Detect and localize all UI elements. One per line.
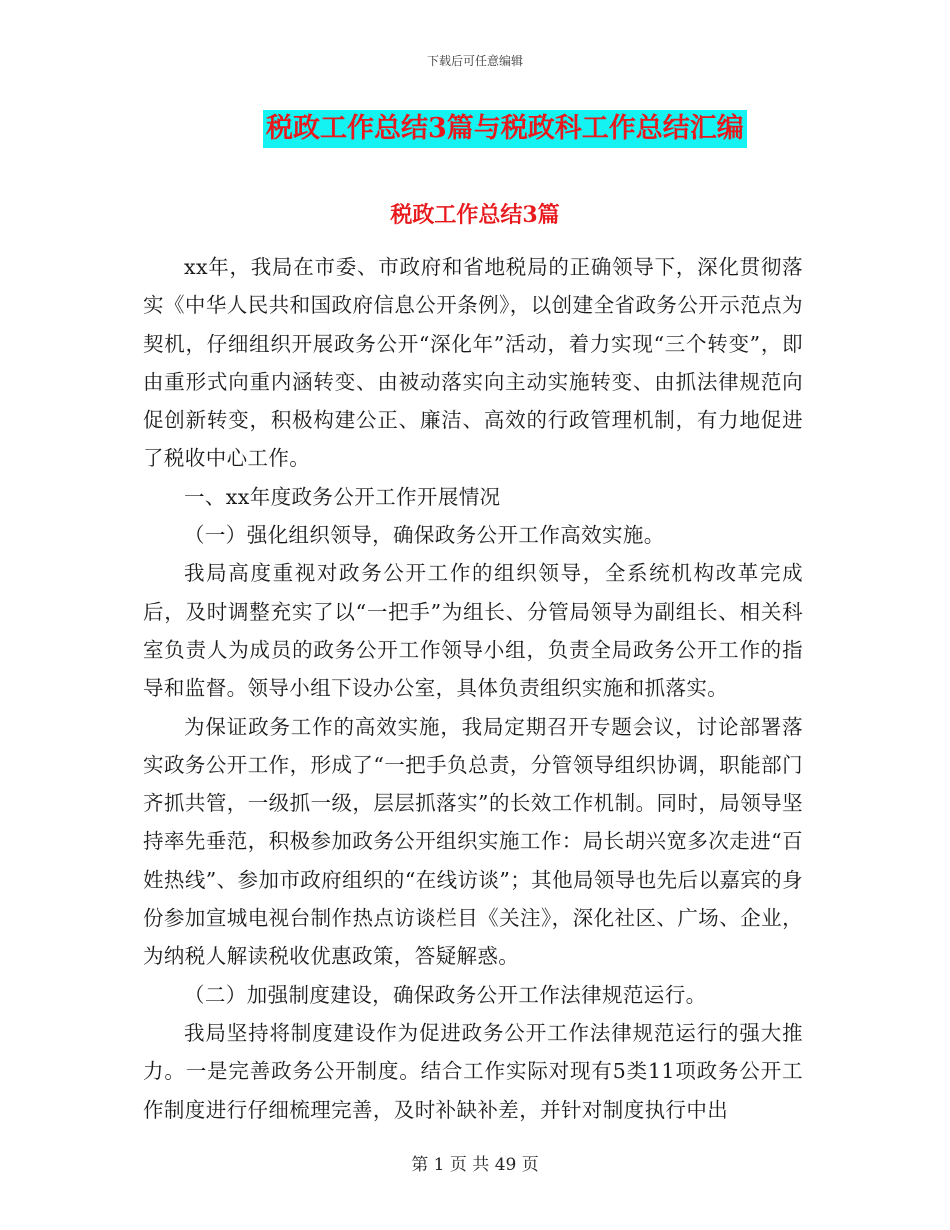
heading-section-1: 一、xx年度政务公开工作开展情况 <box>184 484 501 509</box>
paragraph-intro: xx年，我局在市委、市政府和省地税局的正确领导下，深化贯彻落实《中华人民共和国政府信息公开条例》，以创建全省政务公开示范点为契机，仔细组织开展政务公开“深化年”活动，着力实现“三个转变”，即由重形式向重内涵转变、由被动落实向主动实施转变、由抓法律规范向促创新转变，积极构建公正、廉洁、高效的行政管理机制，有力地促进了税收中心工作。 <box>143 255 803 471</box>
heading-subsection-1: （一）强化组织领导，确保政务公开工作高效实施。 <box>184 523 665 548</box>
section-title: 税政工作总结3篇 <box>390 202 560 228</box>
heading-subsection-2: （二）加强制度建设，确保政务公开工作法律规范运行。 <box>184 982 707 1007</box>
page-number: 第 1 页 共 49 页 <box>411 1155 539 1175</box>
paragraph-implementation: 为保证政务工作的高效实施，我局定期召开专题会议，讨论部署落实政务公开工作，形成了“一把手负总责，分管领导组织协调，职能部门齐抓共管，一级抓一级，层层抓落实”的长效工作机制。同时，局领导坚持率先垂范，积极参加政务公开组织实施工作：局长胡兴宽多次走进“百姓热线”、参加市政府组织的“在线访谈”；其他局领导也先后以嘉宾的身份参加宣城电视台制作热点访谈栏目《关注》，深化社区、广场、企业，为纳税人解读税收优惠政策，答疑解惑。 <box>143 714 803 969</box>
document-title: 税政工作总结3篇与税政科工作总结汇编 <box>263 110 747 148</box>
paragraph-system-building: 我局坚持将制度建设作为促进政务公开工作法律规范运行的强大推力。一是完善政务公开制度。结合工作实际对现有5类11项政务公开工作制度进行仔细梳理完善，及时补缺补差，并针对制度执行中出 <box>143 1020 803 1122</box>
document-body <box>143 248 803 1129</box>
page-header-note: 下载后可任意编辑 <box>426 54 523 68</box>
paragraph-organization: 我局高度重视对政务公开工作的组织领导，全系统机构改革完成后，及时调整充实了以“一把手”为组长、分管局领导为副组长、相关科室负责人为成员的政务公开工作领导小组，负责全局政务公开工作的指导和监督。领导小组下设办公室，具体负责组织实施和抓落实。 <box>143 561 803 701</box>
